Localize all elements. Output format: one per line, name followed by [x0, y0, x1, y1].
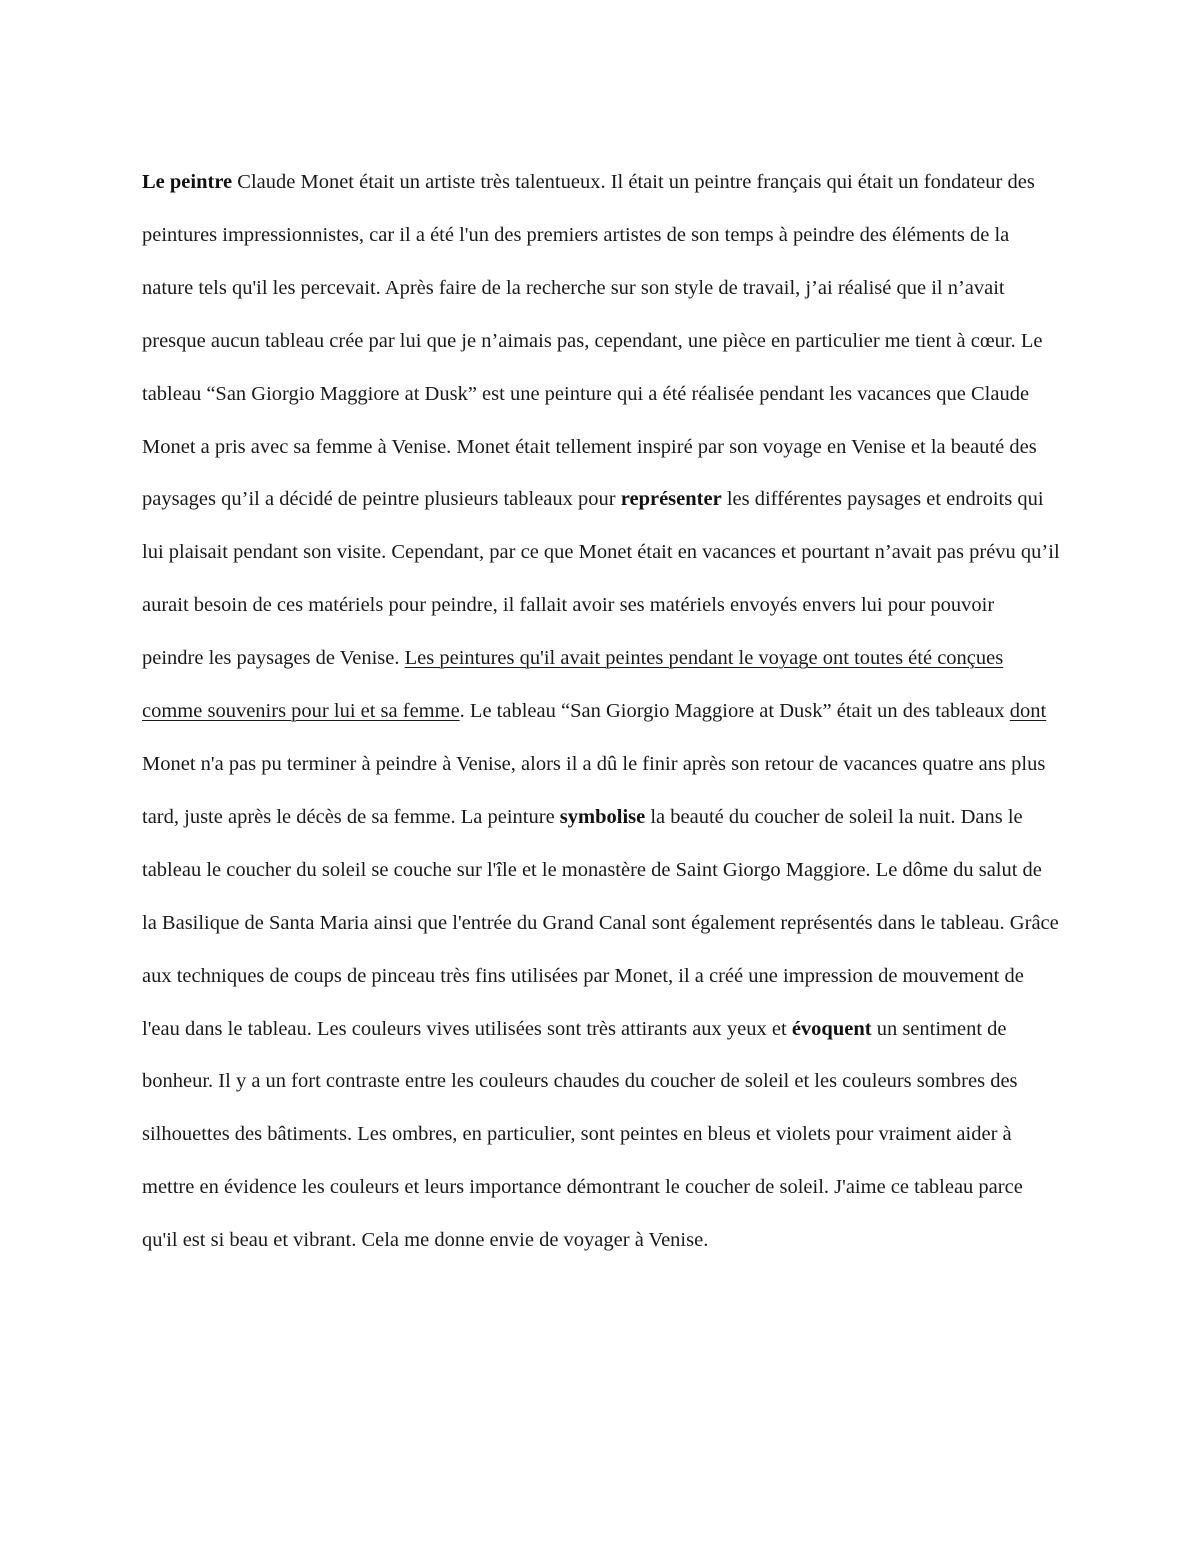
text-run: un sentiment de bonheur. Il y a un fort contraste entre les couleurs chaudes du coucher de soleil et les couleurs sombres des silhouettes des bâtiments. Les ombres, en particulier, sont peintes en bleus et violets pour vraiment aider à mettre en évidence les couleurs et leurs importance démontrant le coucher de soleil. J'aime ce tableau parce qu'il est si beau et vibrant. Cela me donne envie de voyager à Venise. [142, 1017, 1023, 1252]
underlined-word: dont [1009, 700, 1047, 723]
text-run: . Le tableau “San Giorgio Maggiore at Dusk” était un des tableaux [459, 700, 1010, 723]
text-run: Claude Monet était un artiste très talentueux. Il était un peintre français qui était un fondateur des peintures impressionnistes, car il a été l'un des premiers artistes de son temps à peindre des éléments de la nature tels qu'il les percevait. Après faire de la recherche sur son style de travail, j’ai réalisé que il n’avait presque aucun tableau crée par lui que je n’aimais pas, cependant, une pièce en particulier me tient à cœur. Le tableau “San Giorgio Maggiore at Dusk” est une peinture qui a été réalisée pendant les vacances que Claude Monet a pris avec sa femme à Venise. Monet était tellement inspiré par son voyage en Venise et la beauté des paysages qu’il a décidé de peintre plusieurs tableaux pour [142, 171, 1043, 511]
essay-paragraph [142, 156, 1060, 1267]
underlined-sentence: Les peintures qu'il avait peintes pendant le voyage ont toutes été conçues comme souvenirs pour lui et sa femme [142, 647, 1004, 723]
text-run: les différentes paysages et endroits qui lui plaisait pendant son visite. Cependant, par ce que Monet était en vacances et pourtant n’avait pas prévu qu’il aurait besoin de ces matériels pour peindre, il fallait avoir ses matériels envoyés envers lui pour pouvoir peindre les paysages de Venise. [142, 488, 1060, 670]
bold-word: évoquent [791, 1017, 872, 1040]
text-run: Monet n'a pas pu terminer à peindre à Venise, alors il a dû le finir après son retour de vacances quatre ans plus tard, juste après le décès de sa femme. La peinture [142, 752, 1046, 828]
bold-phrase: Le peintre [142, 171, 233, 193]
bold-word: symbolise [559, 805, 646, 828]
bold-word: représenter [620, 488, 722, 511]
text-run: la beauté du coucher de soleil la nuit. Dans le tableau le coucher du soleil se couche sur l'île et le monastère de Saint Giorgo Maggiore. Le dôme du salut de la Basilique de Santa Maria ainsi que l'entrée du Grand Canal sont également représentés dans le tableau. Grâce aux techniques de coups de pinceau très fins utilisées par Monet, il a créé une impression de mouvement de l'eau dans le tableau. Les couleurs vives utilisées sont très attirants aux yeux et [142, 805, 1059, 1040]
